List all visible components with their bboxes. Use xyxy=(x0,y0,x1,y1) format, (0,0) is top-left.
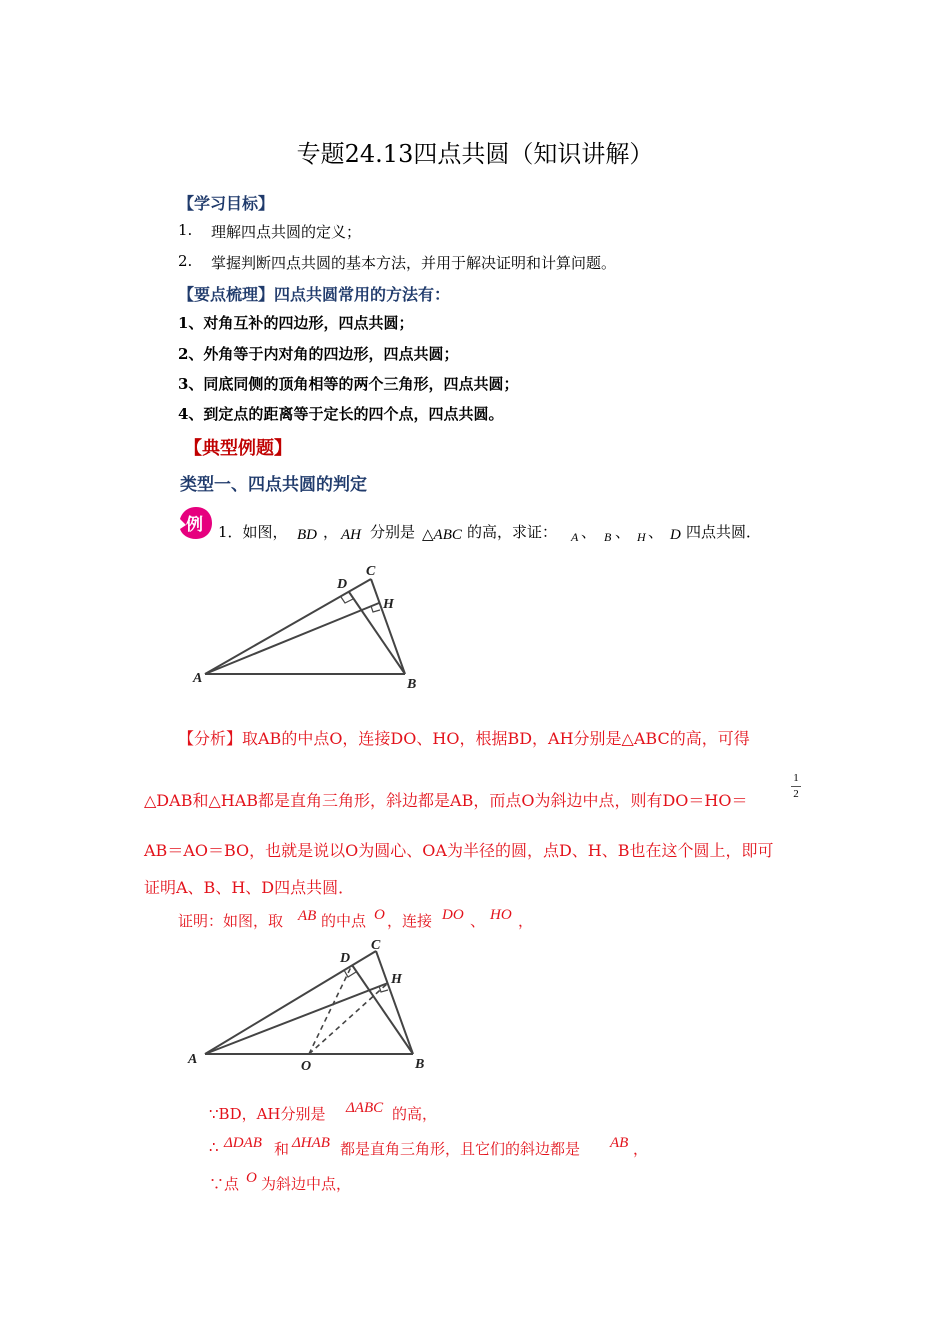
example1-abc: △ABC xyxy=(422,527,462,543)
keypoint-3: 3、同底同侧的顶角相等的两个三角形，四点共圆； xyxy=(178,375,519,393)
step-2-triangle-hab: ΔHAB xyxy=(292,1135,330,1151)
goals-heading: 【学习目标】 xyxy=(178,194,275,213)
example1-sep-1: 、 xyxy=(581,523,597,541)
proof-ab: AB xyxy=(298,908,317,924)
figure1-side-ac xyxy=(205,579,371,674)
type1-heading: 类型一、四点共圆的判定 xyxy=(180,475,367,495)
step-1-text-a: ∵BD，AH分别是 xyxy=(209,1105,326,1123)
goal-item-2: 掌握判断四点共圆的基本方法，并用于解决证明和计算问题。 xyxy=(211,254,617,272)
figure2-label-a: A xyxy=(188,1052,198,1067)
analysis-line-4: 证明A、B、H、D四点共圆． xyxy=(144,878,355,897)
figure1-label-c: C xyxy=(366,564,376,579)
figure1-altitude-ah xyxy=(205,603,379,674)
example1-point-a: A xyxy=(571,530,579,544)
fraction-denominator: 2 xyxy=(793,788,799,800)
figure1-right-angle-h xyxy=(371,606,380,612)
figure2-side-bc xyxy=(376,951,413,1054)
step-2-ab: AB xyxy=(610,1135,629,1151)
keypoints-heading: 【要点梳理】四点共圆常用的方法有： xyxy=(178,285,451,304)
step-2-end: ， xyxy=(633,1140,649,1158)
goal-item-1: 理解四点共圆的定义； xyxy=(211,223,362,241)
step-1-triangle: ΔABC xyxy=(346,1100,384,1116)
figure-1 xyxy=(185,560,435,700)
example1-number: 1．如图， xyxy=(218,523,288,541)
fraction-numerator: 1 xyxy=(793,772,799,784)
figure1-label-d: D xyxy=(337,577,348,592)
analysis-line-1: 【分析】取AB的中点O，连接DO、HO，根据BD，AH分别是△ABC的高，可得 xyxy=(178,729,750,748)
example1-tail: 四点共圆． xyxy=(686,523,762,541)
proof-text-2: 的中点 xyxy=(321,912,367,930)
figure2-label-d: D xyxy=(340,951,351,966)
proof-do: DO xyxy=(442,907,464,923)
goal-item-1-num: 1. xyxy=(178,221,193,239)
example1-bd: BD xyxy=(297,527,317,543)
figure2-label-b: B xyxy=(415,1057,425,1072)
examples-heading: 【典型例题】 xyxy=(184,438,292,459)
goal-item-2-num: 2. xyxy=(178,252,193,270)
keypoint-4: 4、到定点的距离等于定长的四个点，四点共圆。 xyxy=(178,405,504,423)
page-title: 专题24.13四点共圆（知识讲解） xyxy=(296,140,654,168)
step-2-triangle-dab: ΔDAB xyxy=(224,1135,262,1151)
step-3-text-a: ∵点 xyxy=(209,1175,240,1193)
example1-point-b: B xyxy=(604,530,612,544)
figure1-right-angle-d xyxy=(341,597,353,603)
example1-comma: ， xyxy=(323,523,339,541)
step-3-o: O xyxy=(246,1170,257,1186)
step-1-text-c: 的高， xyxy=(392,1105,438,1123)
proof-ho: HO xyxy=(490,907,512,923)
step-2-text: 都是直角三角形，且它们的斜边都是 xyxy=(340,1140,581,1158)
proof-text-3: ，连接 xyxy=(387,912,433,930)
keypoint-2: 2、外角等于内对角的四边形，四点共圆； xyxy=(178,345,459,363)
example1-point-d: D xyxy=(670,527,681,543)
example1-ah: AH xyxy=(341,527,361,543)
proof-sep: 、 xyxy=(470,912,486,930)
example1-sep-3: 、 xyxy=(648,523,664,541)
example1-text-mid2: 的高，求证： xyxy=(467,523,558,541)
figure1-label-h: H xyxy=(383,597,394,612)
analysis-line-2: △DAB和△HAB都是直角三角形，斜边都是AB，而点O为斜边中点，则有DO＝HO＝ xyxy=(144,791,748,810)
step-2-therefore: ∴ xyxy=(209,1138,219,1156)
keypoint-1: 1、对角互补的四边形，四点共圆； xyxy=(178,314,414,332)
example1-sep-2: 、 xyxy=(615,523,631,541)
proof-o: O xyxy=(374,907,385,923)
proof-end: ， xyxy=(518,912,534,930)
figure2-label-c: C xyxy=(371,938,381,953)
figure2-right-angle-d xyxy=(344,970,356,977)
proof-text-1: 证明：如图，取 xyxy=(178,912,284,930)
step-2-and: 和 xyxy=(274,1140,290,1158)
step-3-text-c: 为斜边中点， xyxy=(261,1175,352,1193)
figure2-label-o: O xyxy=(301,1059,312,1074)
example-badge-text: 例 xyxy=(186,515,203,535)
figure1-label-a: A xyxy=(193,671,203,686)
figure1-side-bc xyxy=(371,579,405,674)
figure2-label-h: H xyxy=(391,972,402,987)
figure2-altitude-bd xyxy=(352,965,413,1054)
analysis-fraction xyxy=(791,772,801,801)
figure-2 xyxy=(180,935,440,1075)
figure2-segment-ho xyxy=(309,983,388,1054)
figure2-altitude-ah xyxy=(205,983,388,1054)
example1-point-h: H xyxy=(637,530,646,544)
figure2-side-ac xyxy=(205,951,376,1054)
analysis-line-3: AB＝AO＝BO，也就是说以O为圆心、OA为半径的圆，点D、H、B也在这个圆上，即可 xyxy=(144,841,774,860)
figure1-label-b: B xyxy=(407,677,417,692)
example1-text-mid: 分别是 xyxy=(370,523,416,541)
